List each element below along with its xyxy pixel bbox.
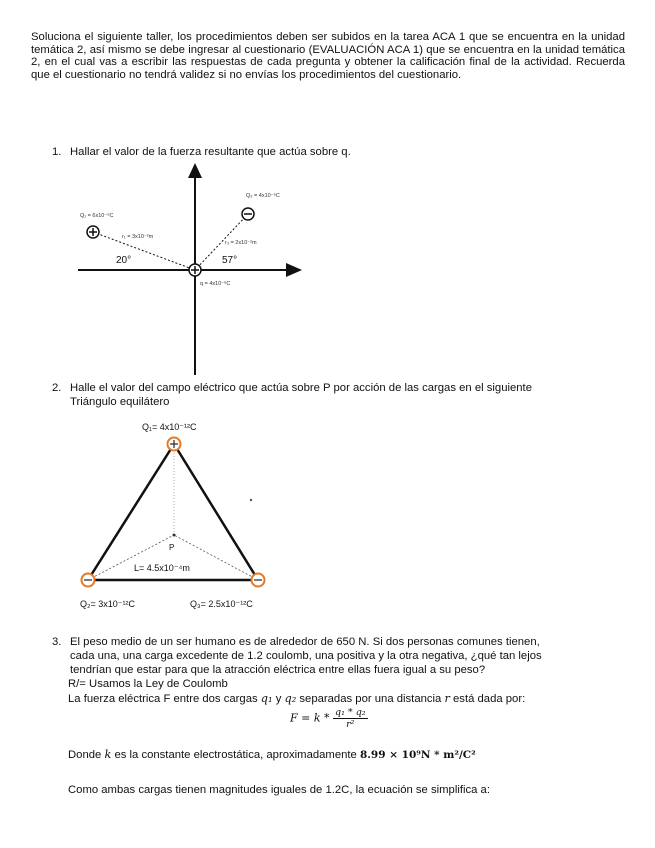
force-q1: q₁ xyxy=(260,692,273,705)
bottom-left-label: Q₂= 3x10⁻¹²C xyxy=(80,599,136,609)
final-line: Como ambas cargas tienen magnitudes iguales de 1.2C, la ecuación se simplifica a: xyxy=(68,784,490,796)
right-distance-label: r₃ = 2x10⁻²m xyxy=(225,240,257,246)
angle-right-label: 57° xyxy=(222,255,238,266)
force-y: y xyxy=(275,693,282,705)
left-distance-label: r₁ = 3x10⁻²m xyxy=(122,234,154,240)
coulomb-formula xyxy=(290,707,368,730)
force-text-b: separadas por una distancia xyxy=(299,693,442,705)
force-diagram xyxy=(70,160,310,375)
stray-dot xyxy=(250,499,252,501)
triangle-left-side xyxy=(88,444,174,580)
formula-fraction xyxy=(333,707,368,730)
question-text-line-2: Triángulo equilátero xyxy=(70,396,170,408)
constant-k: k xyxy=(104,748,112,761)
force-q2: q₂ xyxy=(284,692,297,705)
y-axis-arrow xyxy=(188,163,202,178)
x-axis-arrow xyxy=(286,263,302,277)
triangle-right-side xyxy=(174,444,258,580)
bottom-right-label: Q₃= 2.5x10⁻¹²C xyxy=(190,599,253,609)
left-charge-label: Q₁ = 6x10⁻⁶C xyxy=(80,213,114,219)
triangle-diagram xyxy=(74,418,294,618)
question-text-line-2: cada una, una carga excedente de 1.2 coulomb, una positiva y la otra negativa, ¿qué tan lejos xyxy=(70,650,542,662)
question-number: 2. xyxy=(52,382,62,394)
question-1 xyxy=(52,146,612,160)
constant-text-b: es la constante electrostática, aproximadamente xyxy=(114,749,357,761)
question-text: Hallar el valor de la fuerza resultante que actúa sobre q. xyxy=(70,146,351,158)
constant-description xyxy=(68,748,476,762)
answer-intro: R/= Usamos la Ley de Coulomb xyxy=(68,678,228,690)
origin-charge-label: q = 4x10⁻⁶C xyxy=(200,281,231,287)
right-charge-label: Q₃ = 4x10⁻⁶C xyxy=(246,193,280,199)
constant-value: 8.99 × 10⁹N * m²/C² xyxy=(359,749,476,761)
constant-text-a: Donde xyxy=(68,749,102,761)
angle-left-label: 20° xyxy=(116,255,132,266)
question-number: 1. xyxy=(52,146,62,158)
point-p xyxy=(173,534,176,537)
force-r: r xyxy=(444,692,450,705)
force-description xyxy=(68,692,525,706)
question-3 xyxy=(52,636,642,678)
question-number: 3. xyxy=(52,636,62,648)
side-length-label: L= 4.5x10⁻⁴m xyxy=(134,563,190,573)
force-text-a: La fuerza eléctrica F entre dos cargas xyxy=(68,693,258,705)
question-text-line-3: tendrían que estar para que la atracción eléctrica entre ellas fuera igual a su peso? xyxy=(70,664,486,676)
top-charge-label: Q₁= 4x10⁻¹²C xyxy=(142,422,197,432)
question-text-line-1: Halle el valor del campo eléctrico que actúa sobre P por acción de las cargas en el siguiente xyxy=(70,382,532,394)
formula-lhs: F = k * xyxy=(290,711,330,725)
question-text-line-1: El peso medio de un ser humano es de alrededor de 650 N. Si dos personas comunes tienen, xyxy=(70,636,540,648)
question-2 xyxy=(52,382,642,410)
point-p-label: P xyxy=(169,543,175,552)
force-text-c: está dada por: xyxy=(453,693,526,705)
intro-paragraph: Soluciona el siguiente taller, los procedimientos deben ser subidos en la tarea ACA 1 que se encuentra en la unidad temática 2, así mismo se debe ingresar al cuestionario (EVALUACIÓN ACA 1) que se encuentra en la unidad temática 2, en el cual vas a escribir las respuestas de cada pregunta y obtener la calificación final de la actividad. Recuerda que el cuestionario no tendrá validez si no envías los procedimientos del cuestionario. xyxy=(31,31,625,81)
formula-numerator: q₁ * q₂ xyxy=(335,707,366,718)
formula-denominator: r² xyxy=(346,719,355,730)
